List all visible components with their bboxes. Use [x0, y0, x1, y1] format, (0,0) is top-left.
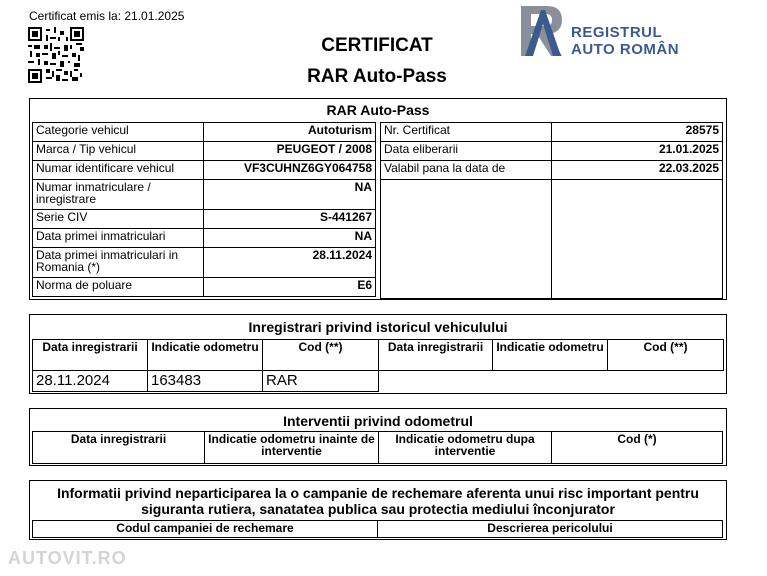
certificate-field-value: 22.03.2025	[551, 160, 723, 180]
certificate-empty-area	[380, 179, 552, 299]
certificate-field-value: 21.01.2025	[551, 141, 723, 161]
odometer-column-header: Data inregistrarii	[32, 431, 205, 464]
vehicle-field-label: Data primei inmatriculari in Romania (*)	[32, 247, 204, 278]
certificate-empty-area	[551, 179, 723, 299]
odometer-column-header: Indicatie odometru dupa interventie	[378, 431, 552, 464]
history-column-header: Indicatie odometru	[147, 339, 263, 371]
history-column-header: Data inregistrarii	[32, 339, 148, 371]
vehicle-field-label: Serie CIV	[32, 209, 204, 229]
vehicle-field-value: NA	[203, 228, 376, 248]
vehicle-field-value: NA	[203, 179, 376, 210]
vehicle-field-label: Norma de poluare	[32, 277, 204, 297]
odometer-column-header: Indicatie odometru inainte de interventie	[204, 431, 379, 464]
vehicle-field-label: Categorie vehicul	[32, 122, 204, 142]
watermark: AUTOVIT.RO	[8, 548, 127, 568]
history-column-header: Cod (**)	[262, 339, 379, 371]
recall-title: Informatii privind neparticiparea la o campanie de rechemare aferenta unui risc important pentru siguranta rutiera, sanatatea publica sau protectia mediului înconjurator	[57, 485, 699, 517]
rar-logo	[517, 4, 565, 58]
odometer-column-header: Cod (*)	[551, 431, 723, 464]
history-column-header: Data inregistrarii	[378, 339, 493, 371]
main-box-title: RAR Auto-Pass	[326, 102, 430, 118]
certificate-subtitle: RAR Auto-Pass	[307, 66, 447, 87]
vehicle-field-value: Autoturism	[203, 122, 376, 142]
history-column-header: Cod (**)	[607, 339, 724, 371]
recall-column-header: Codul campaniei de rechemare	[32, 520, 378, 538]
logo-text-line2: AUTO ROMÂN	[571, 41, 680, 58]
history-title: Inregistrari privind istoricul vehiculului	[248, 319, 508, 335]
certificate-field-label: Valabil pana la data de	[380, 160, 552, 180]
odometer-title: Interventii privind odometrul	[283, 413, 473, 429]
history-column-header: Indicatie odometru	[492, 339, 608, 371]
vehicle-field-value: PEUGEOT / 2008	[203, 141, 376, 161]
history-cell-date: 28.11.2024	[32, 370, 148, 392]
certificate-field-label: Data eliberarii	[380, 141, 552, 161]
vehicle-field-value: S-441267	[203, 209, 376, 229]
vehicle-field-value: E6	[203, 277, 376, 297]
vehicle-field-label: Marca / Tip vehicul	[32, 141, 204, 161]
certificate-field-label: Nr. Certificat	[380, 122, 552, 142]
vehicle-field-label: Numar inmatriculare / inregistrare	[32, 179, 204, 210]
certificate-field-value: 28575	[551, 122, 723, 142]
vehicle-field-label: Numar identificare vehicul	[32, 160, 204, 180]
certificate-title: CERTIFICAT	[321, 35, 433, 56]
vehicle-field-value: 28.11.2024	[203, 247, 376, 278]
issued-date: Certificat emis la: 21.01.2025	[29, 9, 185, 23]
recall-column-header: Descrierea pericolului	[377, 520, 723, 538]
logo-text-line1: REGISTRUL	[571, 24, 663, 41]
history-cell-odometer: 163483	[147, 370, 263, 392]
vehicle-field-label: Data primei inmatriculari	[32, 228, 204, 248]
qr-code	[28, 27, 84, 83]
vehicle-field-value: VF3CUHNZ6GY064758	[203, 160, 376, 180]
history-cell-code: RAR	[262, 370, 379, 392]
